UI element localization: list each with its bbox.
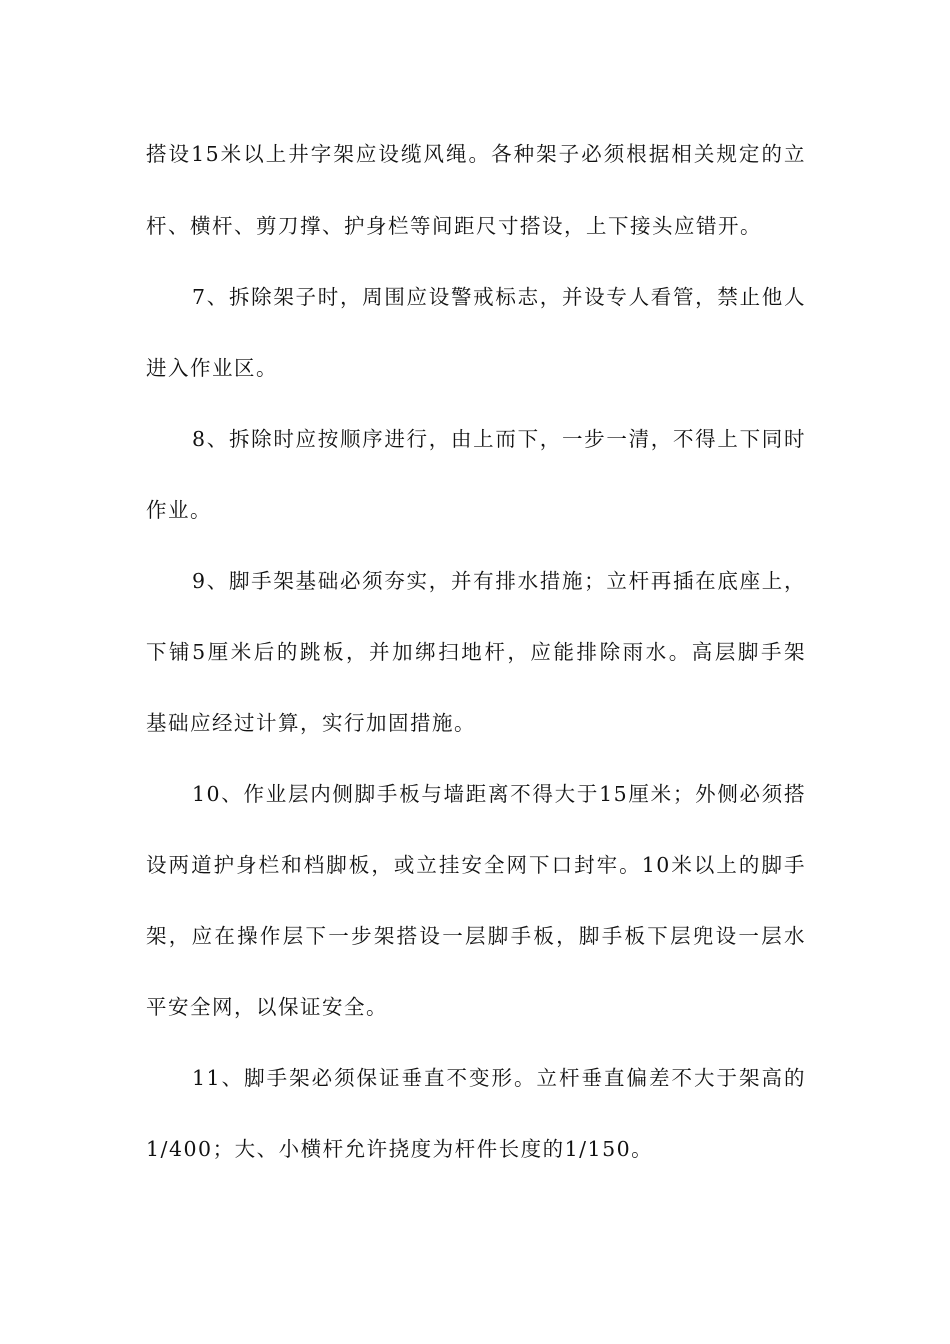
body-text-line: 搭设15米以上井字架应设缆风绳。各种架子必须根据相关规定的立 <box>146 142 806 166</box>
body-text-line: 下铺5厘米后的跳板，并加绑扫地杆，应能排除雨水。高层脚手架 <box>146 640 806 664</box>
body-text-line: 基础应经过计算，实行加固措施。 <box>146 711 476 735</box>
body-text-line: 架，应在操作层下一步架搭设一层脚手板，脚手板下层兜设一层水 <box>146 924 806 948</box>
paragraph-10-first-line: 10、作业层内侧脚手板与墙距离不得大于15厘米；外侧必须搭 <box>192 782 806 806</box>
paragraph-8-first-line: 8、拆除时应按顺序进行，由上而下，一步一清，不得上下同时 <box>192 427 806 451</box>
paragraph-7-first-line: 7、拆除架子时，周围应设警戒标志，并设专人看管，禁止他人 <box>192 285 806 309</box>
body-text-line: 1/400；大、小横杆允许挠度为杆件长度的1/150。 <box>146 1137 654 1161</box>
body-text-line: 平安全网，以保证安全。 <box>146 995 388 1019</box>
body-text-line: 设两道护身栏和档脚板，或立挂安全网下口封牢。10米以上的脚手 <box>146 853 806 877</box>
body-text-line: 杆、横杆、剪刀撑、护身栏等间距尺寸搭设，上下接头应错开。 <box>146 214 762 238</box>
body-text-line: 作业。 <box>146 498 212 522</box>
paragraph-9-first-line: 9、脚手架基础必须夯实，并有排水措施；立杆再插在底座上， <box>192 569 806 593</box>
body-text-line: 进入作业区。 <box>146 356 278 380</box>
paragraph-11-first-line: 11、脚手架必须保证垂直不变形。立杆垂直偏差不大于架高的 <box>192 1066 806 1090</box>
